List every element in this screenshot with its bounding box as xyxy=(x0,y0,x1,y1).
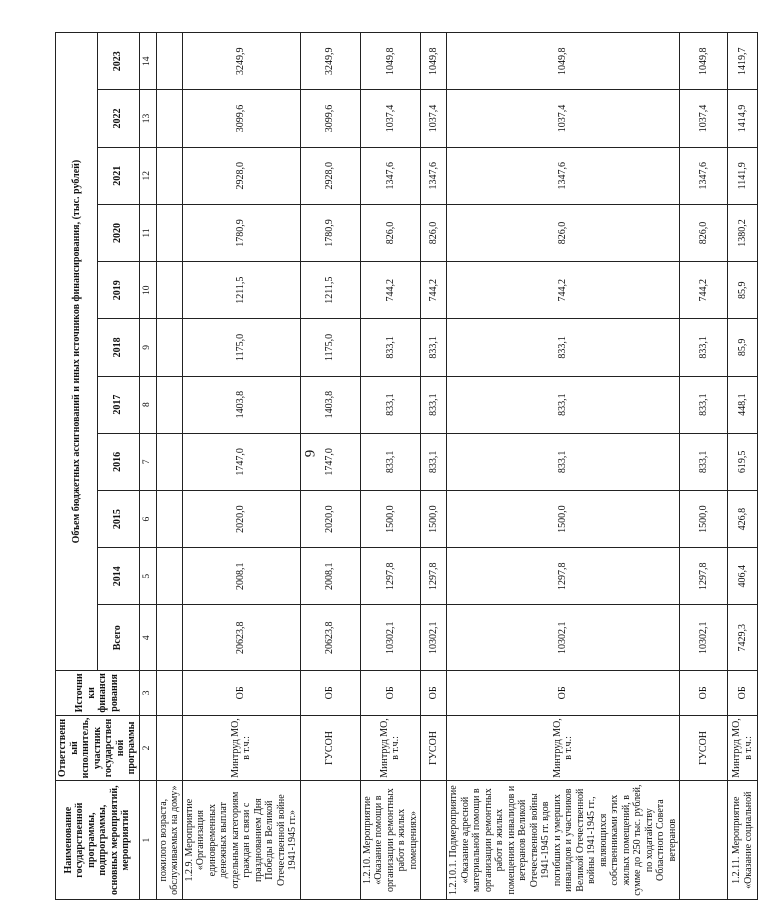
row-value-cell: 2020,0 xyxy=(182,490,300,547)
column-index: 4 xyxy=(139,605,156,671)
row-name-cell: 1.2.11. Мероприятие «Оказание социальной xyxy=(728,781,758,900)
row-value-cell: 1297,8 xyxy=(421,548,447,605)
row-value-cell: 448,1 xyxy=(728,376,758,433)
row-value-cell: 1297,8 xyxy=(447,548,680,605)
row-value-cell: 833,1 xyxy=(447,433,680,490)
table-row xyxy=(182,33,300,900)
row-executor-cell: ГУСОН xyxy=(300,715,360,781)
row-executor-cell xyxy=(156,715,182,781)
row-value-cell: 1347,6 xyxy=(421,147,447,204)
row-value-cell: 1747,0 xyxy=(300,433,360,490)
row-value-cell xyxy=(156,147,182,204)
row-value-cell: 833,1 xyxy=(447,376,680,433)
column-index: 9 xyxy=(139,319,156,376)
row-value-cell: 2008,1 xyxy=(182,548,300,605)
row-value-cell: 1347,6 xyxy=(680,147,728,204)
header-year: 2016 xyxy=(97,433,139,490)
header-group: Объем бюджетных ассигнований и иных источников финансирования, (тыс. рублей) xyxy=(56,33,98,671)
row-value-cell: 1347,6 xyxy=(360,147,421,204)
row-value-cell: 744,2 xyxy=(680,262,728,319)
row-value-cell: 826,0 xyxy=(421,204,447,261)
row-value-cell: 1037,4 xyxy=(360,90,421,147)
row-value-cell: 1211,5 xyxy=(300,262,360,319)
row-source-cell: ОБ xyxy=(728,671,758,716)
row-value-cell: 1175,0 xyxy=(182,319,300,376)
header-year: 2017 xyxy=(97,376,139,433)
row-value-cell xyxy=(156,204,182,261)
row-value-cell: 2020,0 xyxy=(300,490,360,547)
row-value-cell: 833,1 xyxy=(360,319,421,376)
column-index: 14 xyxy=(139,33,156,90)
column-index: 12 xyxy=(139,147,156,204)
header-source: Источники финансирования xyxy=(56,671,140,716)
row-value-cell: 1049,8 xyxy=(421,33,447,90)
row-executor-cell: Минтруд МО, в т.ч.: xyxy=(728,715,758,781)
row-value-cell: 1037,4 xyxy=(680,90,728,147)
header-year: 2019 xyxy=(97,262,139,319)
row-value-cell xyxy=(156,262,182,319)
row-value-cell xyxy=(156,376,182,433)
row-value-cell: 826,0 xyxy=(360,204,421,261)
row-value-cell: 1347,6 xyxy=(447,147,680,204)
row-value-cell: 1500,0 xyxy=(360,490,421,547)
row-value-cell: 1211,5 xyxy=(182,262,300,319)
row-value-cell: 1414,9 xyxy=(728,90,758,147)
column-index: 10 xyxy=(139,262,156,319)
row-source-cell: ОБ xyxy=(447,671,680,716)
table-body xyxy=(156,33,758,900)
row-value-cell: 1500,0 xyxy=(421,490,447,547)
row-value-cell: 2008,1 xyxy=(300,548,360,605)
row-value-cell: 2928,0 xyxy=(300,147,360,204)
row-executor-cell: ГУСОН xyxy=(421,715,447,781)
header-year: 2015 xyxy=(97,490,139,547)
row-value-cell: 1780,9 xyxy=(182,204,300,261)
header-year: 2014 xyxy=(97,548,139,605)
row-value-cell: 1419,7 xyxy=(728,33,758,90)
table-row xyxy=(300,33,360,900)
row-value-cell: 1141,9 xyxy=(728,147,758,204)
row-value-cell xyxy=(156,605,182,671)
row-value-cell: 1037,4 xyxy=(421,90,447,147)
column-index: 1 xyxy=(139,781,156,900)
row-value-cell: 3249,9 xyxy=(300,33,360,90)
row-value-cell: 10302,1 xyxy=(447,605,680,671)
header-year: 2022 xyxy=(97,90,139,147)
row-source-cell: ОБ xyxy=(421,671,447,716)
table-row xyxy=(728,33,758,900)
row-value-cell: 1403,8 xyxy=(300,376,360,433)
budget-table xyxy=(55,32,758,900)
row-value-cell: 3099,6 xyxy=(182,90,300,147)
row-value-cell: 1049,8 xyxy=(360,33,421,90)
row-executor-cell: Минтруд МО, в т.ч.: xyxy=(360,715,421,781)
row-value-cell: 619,5 xyxy=(728,433,758,490)
row-value-cell: 744,2 xyxy=(421,262,447,319)
table-row xyxy=(680,33,728,900)
row-value-cell: 833,1 xyxy=(360,376,421,433)
row-value-cell: 7429,3 xyxy=(728,605,758,671)
row-source-cell: ОБ xyxy=(300,671,360,716)
table-row xyxy=(421,33,447,900)
row-value-cell: 20623,8 xyxy=(300,605,360,671)
row-value-cell xyxy=(156,90,182,147)
row-value-cell: 744,2 xyxy=(360,262,421,319)
row-value-cell: 833,1 xyxy=(360,433,421,490)
row-value-cell: 833,1 xyxy=(421,376,447,433)
row-executor-cell: Минтруд МО, в т.ч.: xyxy=(447,715,680,781)
rotated-table-container xyxy=(55,32,754,900)
row-value-cell: 1500,0 xyxy=(680,490,728,547)
row-name-cell: 1.2.10.1. Подмероприятие «Оказание адресной материальной помощи в организации ремонтных работ в жилых помещениях инвалидов и ветеранов Великой Отечественной войны 1941-1945 гг. вдов погибших и умерших инвалидов и участников Великой Отечественной войны 1941-1945 гг., являющихся собственниками этих жилых помещений, в сумме до 250 тыс. рублей, по ходатайству Областного Совета ветеранов xyxy=(447,781,680,900)
row-value-cell: 1037,4 xyxy=(447,90,680,147)
row-name-cell: 1.2.10. Мероприятие «Оказание помощи в организации ремонтных работ в жилых помещениях» xyxy=(360,781,421,900)
table-row xyxy=(156,33,182,900)
row-value-cell: 833,1 xyxy=(447,319,680,376)
row-value-cell xyxy=(156,319,182,376)
row-name-cell: 1.2.9. Мероприятие «Организация единовременных денежных выплат отдельным категориям граждан в связи с празднованием Дня Победы в Великой Отечественной войне 1941-1945 гг.» xyxy=(182,781,300,900)
table-row xyxy=(447,33,680,900)
page-number: 9 xyxy=(302,449,319,458)
row-value-cell: 1049,8 xyxy=(680,33,728,90)
row-name-cell xyxy=(680,781,728,900)
header-year: 2018 xyxy=(97,319,139,376)
row-value-cell: 406,4 xyxy=(728,548,758,605)
row-value-cell: 10302,1 xyxy=(680,605,728,671)
column-index: 7 xyxy=(139,433,156,490)
row-value-cell: 1780,9 xyxy=(300,204,360,261)
row-value-cell: 10302,1 xyxy=(360,605,421,671)
column-index-row xyxy=(139,33,156,900)
row-value-cell: 20623,8 xyxy=(182,605,300,671)
header-name: Наименование государственной программы, подпрограммы, основных мероприятий, мероприятий xyxy=(56,781,140,900)
column-index: 5 xyxy=(139,548,156,605)
row-source-cell: ОБ xyxy=(680,671,728,716)
header-year: 2021 xyxy=(97,147,139,204)
row-value-cell: 1175,0 xyxy=(300,319,360,376)
row-value-cell: 1049,8 xyxy=(447,33,680,90)
header-executor: Ответственный исполнитель, участник государственной программы xyxy=(56,715,140,781)
row-value-cell xyxy=(156,548,182,605)
row-value-cell: 1297,8 xyxy=(360,548,421,605)
row-executor-cell: Минтруд МО, в т.ч.: xyxy=(182,715,300,781)
row-value-cell: 3249,9 xyxy=(182,33,300,90)
row-executor-cell: ГУСОН xyxy=(680,715,728,781)
row-value-cell: 833,1 xyxy=(421,319,447,376)
row-value-cell: 826,0 xyxy=(447,204,680,261)
column-index: 8 xyxy=(139,376,156,433)
header-year: 2023 xyxy=(97,33,139,90)
row-value-cell: 833,1 xyxy=(680,376,728,433)
row-source-cell: ОБ xyxy=(360,671,421,716)
header-total: Всего xyxy=(97,605,139,671)
row-value-cell: 2928,0 xyxy=(182,147,300,204)
header-year: 2020 xyxy=(97,204,139,261)
row-value-cell: 1380,2 xyxy=(728,204,758,261)
row-value-cell: 744,2 xyxy=(447,262,680,319)
row-value-cell: 10302,1 xyxy=(421,605,447,671)
row-value-cell: 1403,8 xyxy=(182,376,300,433)
row-value-cell: 1747,0 xyxy=(182,433,300,490)
row-value-cell: 1297,8 xyxy=(680,548,728,605)
row-value-cell: 3099,6 xyxy=(300,90,360,147)
column-index: 2 xyxy=(139,715,156,781)
row-source-cell: ОБ xyxy=(182,671,300,716)
row-value-cell xyxy=(156,433,182,490)
row-value-cell: 826,0 xyxy=(680,204,728,261)
row-source-cell xyxy=(156,671,182,716)
row-value-cell: 85,9 xyxy=(728,319,758,376)
row-value-cell xyxy=(156,490,182,547)
row-value-cell: 85,9 xyxy=(728,262,758,319)
column-index: 11 xyxy=(139,204,156,261)
row-value-cell: 426,8 xyxy=(728,490,758,547)
column-index: 6 xyxy=(139,490,156,547)
column-index: 13 xyxy=(139,90,156,147)
row-value-cell: 833,1 xyxy=(680,433,728,490)
column-index: 3 xyxy=(139,671,156,716)
row-value-cell: 1500,0 xyxy=(447,490,680,547)
row-value-cell: 833,1 xyxy=(680,319,728,376)
table-row xyxy=(360,33,421,900)
row-name-cell: пожилого возраста, обслуживаемых на дому» xyxy=(156,781,182,900)
row-name-cell xyxy=(300,781,360,900)
row-value-cell: 833,1 xyxy=(421,433,447,490)
row-name-cell xyxy=(421,781,447,900)
row-value-cell xyxy=(156,33,182,90)
